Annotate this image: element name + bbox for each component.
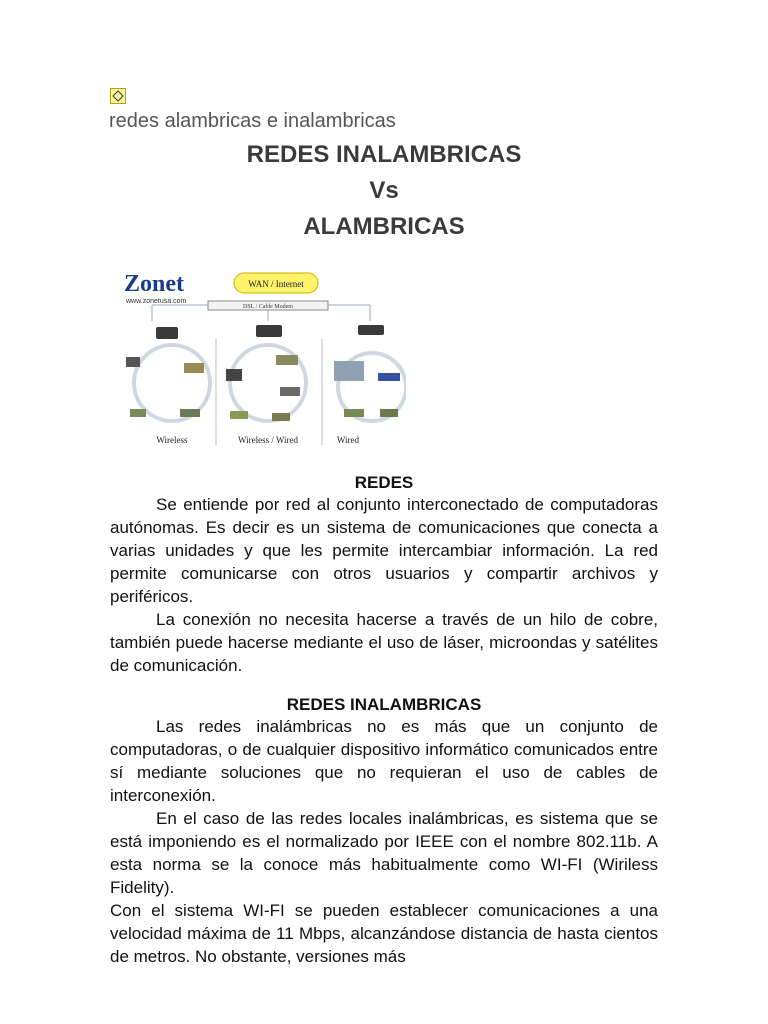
card-icon — [230, 411, 248, 419]
document-headline — [110, 137, 658, 245]
paragraph: Las redes inalámbricas no es más que un conjunto de computadoras, o de cualquier dispositivo informático comunicados entre sí mediante soluciones que no requieran el uso de cables de interconexión. — [110, 717, 658, 805]
wireless-router-icon — [156, 327, 178, 339]
card-icon — [380, 409, 398, 417]
card-icon — [184, 363, 204, 373]
caption-wired: Wired — [336, 435, 360, 445]
paragraph: Se entiende por red al conjunto interconectado de computadoras autónomas. Es decir es un sistema de comunicaciones que conecta a varias unidades y que les permite intercambiar información. La red permite comunicarse con otros usuarios y compartir archivos y periféricos. — [110, 495, 658, 606]
section-title: REDES INALAMBRICAS — [286, 695, 482, 714]
wired-router-icon — [358, 325, 384, 335]
paragraph: En el caso de las redes locales inalámbricas, es sistema que se está imponiendo es el normalizado por IEEE con el nombre 802.11b. A esta norma se la conoce más habitualmente como WI-FI (Wiriless Fidelity). — [110, 809, 658, 897]
section-redes — [110, 473, 658, 677]
modem-label: DSL / Cable Modem — [243, 304, 293, 310]
card-icon — [130, 409, 146, 417]
caption-wireless: Wireless — [156, 435, 188, 445]
paragraph: Con el sistema WI-FI se pueden establecer comunicaciones a una velocidad máxima de 11 Mbps, alcanzándose distancia de hasta cientos de metros. No obstante, versiones más — [110, 901, 658, 966]
mixed-router-icon — [256, 325, 282, 337]
card-icon — [378, 373, 400, 381]
network-diagram-image — [122, 269, 406, 449]
card-icon — [180, 409, 200, 417]
laptop-icon — [126, 357, 140, 367]
document-page — [110, 88, 658, 968]
document-subtitle: redes alambricas e inalambricas — [109, 110, 396, 132]
embedded-object-icon — [110, 88, 126, 104]
headline-line-2: Vs — [369, 177, 399, 204]
paragraph: La conexión no necesita hacerse a través de un hilo de cobre, también puede hacerse mediante el uso de láser, microondas y satélites de comunicación. — [110, 610, 658, 675]
switch-icon — [334, 361, 364, 381]
headline-line-3: ALAMBRICAS — [303, 213, 465, 240]
card-icon — [280, 387, 300, 396]
card-icon — [276, 355, 298, 365]
network-diagram-svg — [122, 269, 406, 449]
zonet-logo: Zonet — [124, 271, 184, 297]
headline-line-1: REDES INALAMBRICAS — [246, 141, 522, 168]
zonet-logo-url: www.zonetusa.com — [126, 298, 187, 305]
card-icon — [344, 409, 364, 417]
section-title: REDES — [354, 473, 414, 492]
section-redes-inalambricas — [110, 695, 658, 968]
card-icon — [272, 413, 290, 421]
laptop-icon — [226, 369, 242, 381]
wan-label: WAN / Internet — [248, 279, 304, 289]
caption-wireless-wired: Wireless / Wired — [237, 435, 299, 445]
